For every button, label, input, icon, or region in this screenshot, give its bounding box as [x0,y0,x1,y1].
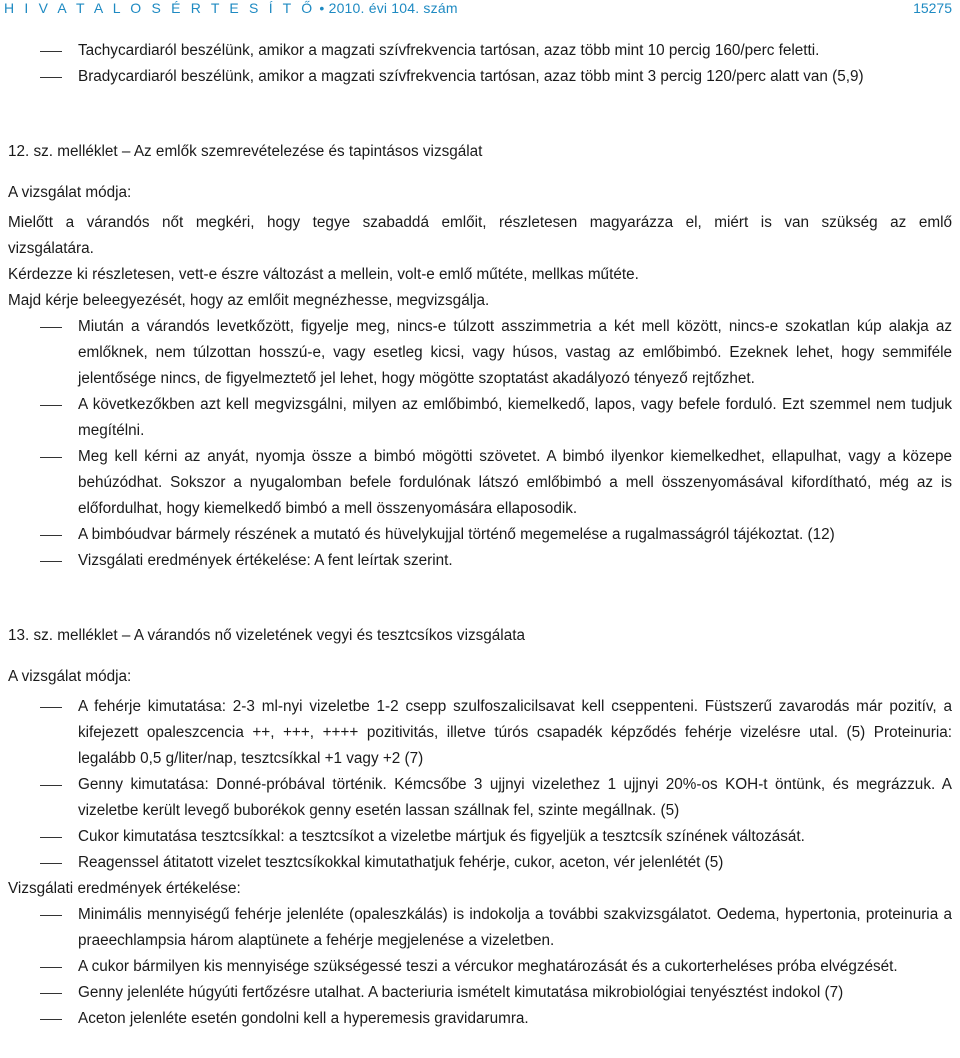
issue-label: • 2010. évi 104. szám [319,0,458,16]
list-item: Genny kimutatása: Donné-próbával történik. Kémcsőbe 3 ujjnyi vizelethez 1 ujjnyi 20%-os KOH-t öntünk, és megrázzuk. A vizeletbe került levegő buborékok genny esetén lassan szállnak fel, szinte megállnak. (5) [8,772,952,824]
dash-bullet [40,457,62,458]
list-item: A következőkben azt kell megvizsgálni, milyen az emlőbimbó, kiemelkedő, lapos, vagy befele forduló. Ezt szemmel nem tudjuk megítélni. [8,392,952,444]
results-label: Vizsgálati eredmények értékelése: [8,880,241,897]
paragraph: Mielőtt a várandós nőt megkéri, hogy tegye szabaddá emlőit, részletesen magyarázza el, miért is van szükség az emlő [8,214,952,231]
journal-title: H I V A T A L O S É R T E S Í T Ő [4,0,316,16]
dash-bullet [40,967,62,968]
dash-bullet [40,405,62,406]
dash-bullet [40,327,62,328]
dash-bullet [40,915,62,916]
list-item: Minimális mennyiségű fehérje jelenléte (opaleszkálás) is indokolja a további szakvizsgálatot. Oedema, hypertonia, proteinuria a praeechlampsia három alaptünete a fehérje megjelenése a vizeletben. [8,902,952,954]
annex12-section [8,139,952,574]
list-item: Vizsgálati eredmények értékelése: A fent leírtak szerint. [8,548,952,574]
list-item: A cukor bármilyen kis mennyisége szükségessé teszi a vércukor meghatározását és a cukorterheléses próba elvégzését. [8,954,952,980]
dash-bullet [40,77,62,78]
section-title: 12. sz. melléklet – Az emlők szemrevételezése és tapintásos vizsgálat [8,143,483,160]
list-item: Reagenssel átitatott vizelet tesztcsíkokkal kimutathatjuk fehérje, cukor, aceton, vér jelenlétét (5) [8,850,952,876]
dash-bullet [40,561,62,562]
intro-list [8,38,952,90]
list-item: A fehérje kimutatása: 2-3 ml-nyi vizeletbe 1-2 csepp szulfoszalicilsavat kell cseppenteni. Füstszerű zavarodás már pozitív, a kifejezett opaleszcencia ++, +++, ++++ pozitivitás, illetve túrós csapadék képződés fehérje vizelésre utal. (5) Proteinuria: legalább 0,5 g/liter/nap, tesztcsíkkal +1 vagy +2 (7) [8,694,952,772]
dash-bullet [40,707,62,708]
paragraph: Majd kérje beleegyezését, hogy az emlőit megnézhesse, megvizsgálja. [8,292,490,309]
paragraph: vizsgálatára. [8,240,94,257]
list-item: Miután a várandós levetkőzött, figyelje meg, nincs-e túlzott asszimmetria a két mell között, nincs-e szokatlan kúp alakja az emlőknek, nem túlzottan hosszú-e, vagy esetleg kicsi, vagy húsos, vastag az emlőbimbó. Ezeknek lehet, hogy semmiféle jelentősége nincs, de figyelmeztető jel lehet, hogy mögötte szoptatást akadályozó tényező rejtőzhet. [8,314,952,392]
list-item: Meg kell kérni az anyát, nyomja össze a bimbó mögötti szövetet. A bimbó ilyenkor kiemelkedhet, ellapulhat, vagy a közepe behúzódhat. Sokszor a nyugalomban befele fordulónak látszó emlőbimbó a mell összenyomásával kifordítható, még az is előfordulhat, hogy kiemelkedő bimbó a mell összenyomására ellaposodik. [8,444,952,522]
list-item: Genny jelenléte húgyúti fertőzésre utalhat. A bacteriuria ismételt kimutatása mikrobiológiai tenyésztést indokol (7) [8,980,952,1006]
page-header [4,0,952,24]
journal-header [4,0,458,16]
paragraph: Kérdezze ki részletesen, vett-e észre változást a mellein, volt-e emlő műtéte, mellkas műtéte. [8,266,639,283]
method-label: A vizsgálat módja: [8,184,132,201]
list-item: Aceton jelenléte esetén gondolni kell a hyperemesis gravidarumra. [8,1006,952,1032]
page-number: 15275 [913,0,952,16]
dash-bullet [40,51,62,52]
dash-bullet [40,863,62,864]
annex13-section [8,623,952,1032]
list-item: Tachycardiaról beszélünk, amikor a magzati szívfrekvencia tartósan, azaz több mint 10 percig 160/perc feletti. [8,38,952,64]
dash-bullet [40,837,62,838]
method-label: A vizsgálat módja: [8,668,132,685]
list-item: Bradycardiaról beszélünk, amikor a magzati szívfrekvencia tartósan, azaz több mint 3 percig 120/perc alatt van (5,9) [8,64,952,90]
list-item: Cukor kimutatása tesztcsíkkal: a tesztcsíkot a vizeletbe mártjuk és figyeljük a tesztcsík színének változását. [8,824,952,850]
list-item: A bimbóudvar bármely részének a mutató és hüvelykujjal történő megemelése a rugalmasságról tájékoztat. (12) [8,522,952,548]
dash-bullet [40,993,62,994]
dash-bullet [40,1019,62,1020]
dash-bullet [40,785,62,786]
section-title: 13. sz. melléklet – A várandós nő vizeletének vegyi és tesztcsíkos vizsgálata [8,627,525,644]
dash-bullet [40,535,62,536]
